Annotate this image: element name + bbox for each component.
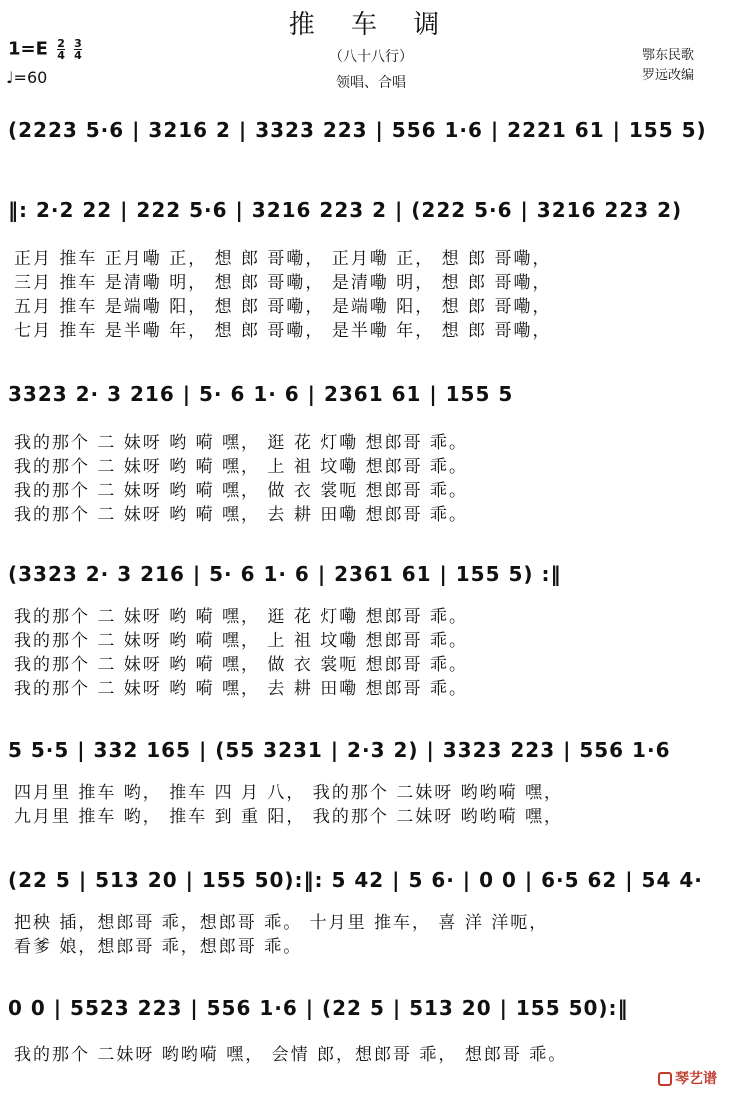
tempo-marking: ♩=60 <box>6 68 48 87</box>
lyric-line: 七月 推车 是半嘞 年， 想 郎 哥嘞， 是半嘞 年， 想 郎 哥嘞， <box>14 321 552 341</box>
notation-line: (2223 5·6 | 3216 2 | 3323 223 | 556 1·6 | 2221 61 | 155 5) <box>8 118 707 142</box>
time-signature-1 <box>57 38 65 61</box>
lyric-line: 五月 推车 是端嘞 阳， 想 郎 哥嘞， 是端嘞 阳， 想 郎 哥嘞， <box>14 297 552 317</box>
lyric-line: 我的那个 二 妹呀 哟 嗬 嘿， 逛 花 灯嘞 想郎哥 乖。 <box>14 607 469 627</box>
lyric-line: 我的那个 二 妹呀 哟 嗬 嘿， 做 衣 裳呃 想郎哥 乖。 <box>14 655 469 675</box>
key-label: 1=E <box>8 38 48 60</box>
lyric-line: 三月 推车 是清嘞 明， 想 郎 哥嘞， 是清嘞 明， 想 郎 哥嘞， <box>14 273 552 293</box>
lyric-line: 把秧 插，想郎哥 乖，想郎哥 乖。 十月里 推车， 喜 洋 洋呃， <box>14 913 549 933</box>
time-signature-2 <box>74 38 82 61</box>
logo-mark-icon <box>658 1072 672 1086</box>
credit-origin: 鄂东民歌 <box>642 48 695 63</box>
lyric-line: 正月 推车 正月嘞 正， 想 郎 哥嘞， 正月嘞 正， 想 郎 哥嘞， <box>14 249 552 269</box>
lyric-line: 看爹 娘，想郎哥 乖，想郎哥 乖。 <box>14 937 303 957</box>
lyric-line: 我的那个 二 妹呀 哟 嗬 嘿， 上 祖 坟嘞 想郎哥 乖。 <box>14 457 469 477</box>
notation-line: 0 0 | 5523 223 | 556 1·6 | (22 5 | 513 20 | 155 50):‖ <box>8 996 629 1020</box>
time-den: 4 <box>57 49 65 62</box>
time-num: 3 <box>74 37 82 50</box>
lyric-line: 九月里 推车 哟， 推车 到 重 阳， 我的那个 二妹呀 哟哟嗬 嘿， <box>14 807 564 827</box>
site-logo <box>658 1068 717 1088</box>
lyric-line: 我的那个 二 妹呀 哟 嗬 嘿， 去 耕 田嘞 想郎哥 乖。 <box>14 679 469 699</box>
notation-line: 3323 2· 3 216 | 5· 6 1· 6 | 2361 61 | 155 5 <box>8 382 514 406</box>
lyric-line: 我的那个 二 妹呀 哟 嗬 嘿， 逛 花 灯嘞 想郎哥 乖。 <box>14 433 469 453</box>
lyric-line: 我的那个 二 妹呀 哟 嗬 嘿， 做 衣 裳呃 想郎哥 乖。 <box>14 481 469 501</box>
notation-line: (22 5 | 513 20 | 155 50):‖: 5 42 | 5 6· | 0 0 | 6·5 62 | 54 4· <box>8 868 703 892</box>
key-signature <box>8 38 82 61</box>
performance-note: 领唱、合唱 <box>336 75 406 91</box>
logo-text: 琴艺谱 <box>675 1071 717 1087</box>
notation-line: 5 5·5 | 332 165 | (55 3231 | 2·3 2) | 3323 223 | 556 1·6 <box>8 738 671 762</box>
song-subtitle: （八十八行） <box>329 49 413 65</box>
lyric-line: 我的那个 二 妹呀 哟 嗬 嘿， 上 祖 坟嘞 想郎哥 乖。 <box>14 631 469 651</box>
lyric-line: 四月里 推车 哟， 推车 四 月 八， 我的那个 二妹呀 哟哟嗬 嘿， <box>14 783 564 803</box>
lyric-line: 我的那个 二 妹呀 哟 嗬 嘿， 去 耕 田嘞 想郎哥 乖。 <box>14 505 469 525</box>
lyric-line: 我的那个 二妹呀 哟哟嗬 嘿， 会情 郎，想郎哥 乖， 想郎哥 乖。 <box>14 1045 568 1065</box>
notation-line: ‖: 2·2 22 | 222 5·6 | 3216 223 2 | (222 5·6 | 3216 223 2) <box>8 198 683 222</box>
credit-arranger: 罗远改编 <box>642 68 695 83</box>
time-num: 2 <box>57 37 65 50</box>
song-title: 推 车 调 <box>288 10 454 40</box>
notation-line: (3323 2· 3 216 | 5· 6 1· 6 | 2361 61 | 155 5) :‖ <box>8 562 562 586</box>
time-den: 4 <box>74 49 82 62</box>
